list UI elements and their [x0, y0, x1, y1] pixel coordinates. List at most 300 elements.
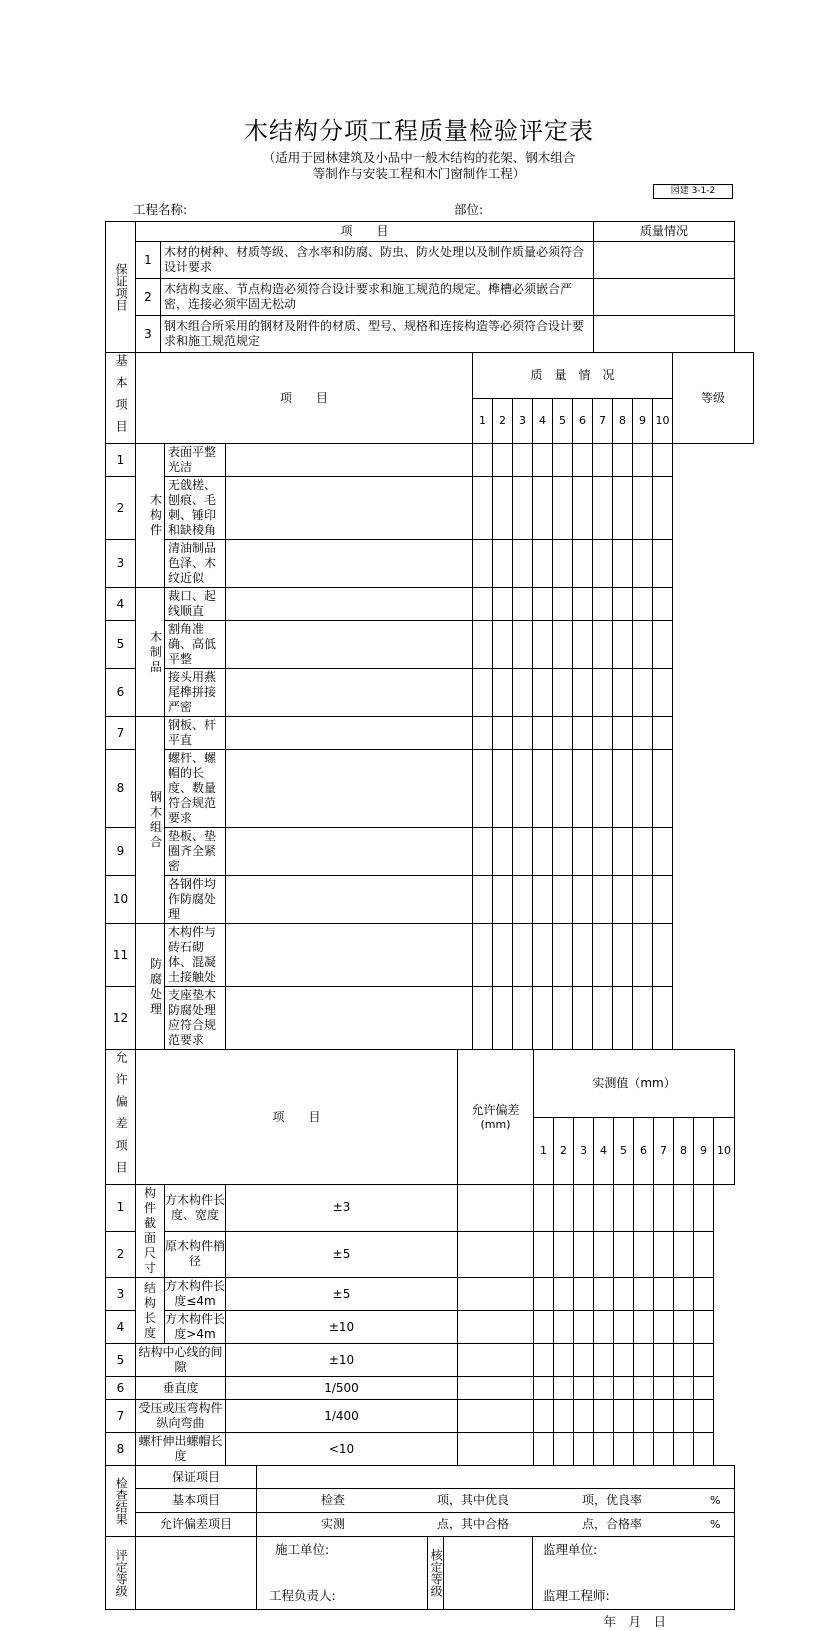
quality-check-cell[interactable] [226, 717, 473, 750]
measured-value-cell[interactable] [674, 1377, 694, 1400]
quality-check-cell[interactable] [493, 876, 513, 924]
quality-check-cell[interactable] [226, 477, 473, 540]
quality-check-cell[interactable] [533, 987, 553, 1050]
results-guarantee-value[interactable] [257, 1466, 735, 1489]
basic-header-item: 项 目 [136, 353, 473, 444]
quality-check-cell[interactable] [633, 444, 653, 477]
measured-value-cell[interactable] [534, 1344, 554, 1377]
tolerance-item-text: 方木构件长度、宽度 [165, 1185, 226, 1232]
measured-value-cell[interactable] [534, 1377, 554, 1400]
quality-check-cell[interactable] [226, 876, 473, 924]
measured-value-cell[interactable] [694, 1344, 714, 1377]
measured-value-cell[interactable] [634, 1185, 654, 1232]
quality-check-cell[interactable] [573, 669, 593, 717]
quality-col-header: 2 [493, 399, 513, 444]
quality-check-cell[interactable] [473, 750, 493, 828]
row-number: 8 [106, 1433, 136, 1466]
quality-check-cell[interactable] [533, 750, 553, 828]
quality-check-cell[interactable] [573, 540, 593, 588]
quality-check-cell[interactable] [513, 876, 533, 924]
measured-value-cell[interactable] [654, 1278, 674, 1311]
quality-check-cell[interactable] [573, 750, 593, 828]
tolerance-item-text: 螺杆伸出螺帽长度 [136, 1433, 226, 1466]
measured-value-cell[interactable] [574, 1400, 594, 1433]
construction-unit-cell[interactable] [257, 1537, 428, 1610]
row-number: 7 [106, 717, 136, 750]
basic-item-row [106, 588, 754, 621]
measured-value-cell[interactable] [594, 1400, 614, 1433]
tolerance-value: <10 [226, 1433, 458, 1466]
basic-item-text: 支座垫木防腐处理应符合规范要求 [165, 987, 226, 1050]
measured-value-cell[interactable] [594, 1185, 614, 1232]
row-number: 12 [106, 987, 136, 1050]
measured-value-cell[interactable] [574, 1311, 594, 1344]
basic-item-text: 钢板、杆平直 [165, 717, 226, 750]
tolerance-row [106, 1433, 735, 1466]
quality-check-cell[interactable] [513, 477, 533, 540]
quality-check-cell[interactable] [553, 987, 573, 1050]
measured-value-cell[interactable] [534, 1400, 554, 1433]
quality-check-cell[interactable] [493, 717, 513, 750]
measured-value-cell[interactable] [614, 1231, 634, 1278]
quality-check-cell[interactable] [573, 876, 593, 924]
basic-header-grade: 等级 [673, 353, 754, 444]
tolerance-row [106, 1185, 735, 1232]
tolerance-item-text: 方木构件长度>4m [165, 1311, 226, 1344]
tolerance-group-label: 结构长度 [136, 1278, 165, 1344]
measured-value-cell[interactable] [534, 1311, 554, 1344]
measured-value-cell[interactable] [594, 1278, 614, 1311]
quality-check-cell[interactable] [473, 588, 493, 621]
guarantee-item-text: 木材的树种、材质等级、含水率和防腐、防虫、防火处理以及制作质量必须符合设计要求 [161, 242, 594, 279]
quality-check-cell[interactable] [473, 621, 493, 669]
quality-check-cell[interactable] [593, 750, 613, 828]
quality-check-cell[interactable] [593, 540, 613, 588]
row-number: 6 [106, 1377, 136, 1400]
measured-value-cell[interactable] [594, 1311, 614, 1344]
quality-check-cell[interactable] [613, 828, 633, 876]
quality-check-cell[interactable] [226, 924, 473, 987]
measured-value-cell[interactable] [458, 1231, 534, 1278]
quality-check-cell[interactable] [513, 828, 533, 876]
quality-check-cell[interactable] [593, 717, 613, 750]
quality-check-cell[interactable] [533, 717, 553, 750]
measured-value-cell[interactable] [614, 1400, 634, 1433]
measured-value-cell[interactable] [554, 1185, 574, 1232]
grade-cell[interactable] [653, 717, 673, 750]
quality-check-cell[interactable] [553, 588, 573, 621]
basic-item-row [106, 924, 754, 987]
measured-value-cell[interactable] [574, 1231, 594, 1278]
quality-col-header: 9 [633, 399, 653, 444]
measured-value-cell[interactable] [594, 1231, 614, 1278]
measured-value-cell[interactable] [694, 1400, 714, 1433]
quality-check-cell[interactable] [553, 621, 573, 669]
grade-cell[interactable] [653, 750, 673, 828]
quality-check-cell[interactable] [553, 750, 573, 828]
quality-check-cell[interactable] [533, 669, 553, 717]
quality-check-cell[interactable] [473, 924, 493, 987]
quality-check-cell[interactable] [493, 669, 513, 717]
tolerance-header-measured: 实测值（mm） [534, 1050, 735, 1118]
quality-check-cell[interactable] [533, 540, 553, 588]
results-basic-value[interactable] [257, 1489, 735, 1513]
basic-items-table [105, 352, 754, 1050]
quality-check-cell[interactable] [513, 588, 533, 621]
basic-item-row [106, 750, 754, 828]
quality-check-cell[interactable] [226, 444, 473, 477]
project-name-label: 工程名称: [133, 202, 188, 217]
quality-check-cell[interactable] [633, 924, 653, 987]
tol-rate-text: 点，合格率 [582, 1517, 643, 1531]
grade-cell[interactable] [653, 828, 673, 876]
quality-check-cell[interactable] [513, 444, 533, 477]
measured-value-cell[interactable] [674, 1344, 694, 1377]
quality-check-cell[interactable] [593, 621, 613, 669]
measured-value-cell[interactable] [458, 1400, 534, 1433]
measured-value-cell[interactable] [554, 1400, 574, 1433]
measured-value-cell[interactable] [554, 1344, 574, 1377]
row-number: 11 [106, 924, 136, 987]
quality-check-cell[interactable] [593, 876, 613, 924]
quality-check-cell[interactable] [573, 924, 593, 987]
quality-check-cell[interactable] [473, 987, 493, 1050]
measured-value-cell[interactable] [674, 1311, 694, 1344]
quality-check-cell[interactable] [533, 588, 553, 621]
quality-check-cell[interactable] [613, 669, 633, 717]
measured-value-cell[interactable] [614, 1377, 634, 1400]
quality-check-cell[interactable] [553, 717, 573, 750]
quality-check-cell[interactable] [226, 588, 473, 621]
quality-check-cell[interactable] [613, 477, 633, 540]
quality-cell[interactable] [594, 279, 735, 316]
measured-col-header: 8 [674, 1117, 694, 1185]
quality-check-cell[interactable] [633, 717, 653, 750]
measured-value-cell[interactable] [594, 1433, 614, 1466]
basic-group-label: 钢木组合 [136, 717, 165, 924]
basic-excellent-text: 项，其中优良 [437, 1493, 510, 1507]
quality-check-cell[interactable] [226, 540, 473, 588]
quality-check-cell[interactable] [533, 924, 553, 987]
quality-check-cell[interactable] [573, 828, 593, 876]
quality-check-cell[interactable] [613, 717, 633, 750]
measured-value-cell[interactable] [574, 1344, 594, 1377]
tolerance-item-text: 受压或压弯构件纵向弯曲 [136, 1400, 226, 1433]
measured-col-header: 6 [634, 1117, 654, 1185]
results-tolerance-value[interactable] [257, 1513, 735, 1537]
quality-check-cell[interactable] [573, 588, 593, 621]
grade-cell[interactable] [653, 876, 673, 924]
measured-value-cell[interactable] [674, 1433, 694, 1466]
percent-sign: % [710, 1493, 721, 1507]
tolerance-header-tol: 允许偏差 (mm) [458, 1050, 534, 1185]
measured-value-cell[interactable] [534, 1231, 554, 1278]
row-number: 1 [106, 444, 136, 477]
measured-value-cell[interactable] [694, 1433, 714, 1466]
quality-check-cell[interactable] [573, 987, 593, 1050]
tolerance-item-text: 方木构件长度≤4m [165, 1278, 226, 1311]
quality-check-cell[interactable] [553, 828, 573, 876]
quality-check-cell[interactable] [513, 750, 533, 828]
basic-item-row [106, 717, 754, 750]
quality-check-cell[interactable] [593, 924, 613, 987]
quality-check-cell[interactable] [513, 717, 533, 750]
grade-cell[interactable] [653, 621, 673, 669]
measured-value-cell[interactable] [534, 1278, 554, 1311]
measured-value-cell[interactable] [458, 1377, 534, 1400]
measured-value-cell[interactable] [614, 1433, 634, 1466]
grade-cell[interactable] [653, 588, 673, 621]
quality-check-cell[interactable] [633, 987, 653, 1050]
quality-check-cell[interactable] [633, 477, 653, 540]
quality-check-cell[interactable] [593, 987, 613, 1050]
quality-check-cell[interactable] [513, 621, 533, 669]
quality-cell[interactable] [594, 316, 735, 353]
measured-value-cell[interactable] [674, 1278, 694, 1311]
supervisor-label: 监理工程师: [543, 1588, 610, 1604]
measured-value-cell[interactable] [614, 1311, 634, 1344]
quality-check-cell[interactable] [473, 717, 493, 750]
measured-col-header: 3 [574, 1117, 594, 1185]
quality-check-cell[interactable] [226, 669, 473, 717]
date-label: 年 月 日 [603, 1614, 666, 1629]
quality-check-cell[interactable] [493, 588, 513, 621]
quality-check-cell[interactable] [473, 477, 493, 540]
quality-check-cell[interactable] [513, 540, 533, 588]
quality-check-cell[interactable] [553, 477, 573, 540]
quality-check-cell[interactable] [226, 750, 473, 828]
measured-value-cell[interactable] [534, 1185, 554, 1232]
measured-value-cell[interactable] [554, 1311, 574, 1344]
quality-check-cell[interactable] [593, 444, 613, 477]
form-title: 木结构分项工程质量检验评定表 [244, 117, 594, 145]
basic-group-label: 木构件 [136, 444, 165, 588]
results-guarantee-label: 保证项目 [136, 1466, 257, 1489]
quality-check-cell[interactable] [493, 540, 513, 588]
grade-cell[interactable] [653, 924, 673, 987]
quality-check-cell[interactable] [513, 669, 533, 717]
row-number: 8 [106, 750, 136, 828]
quality-check-cell[interactable] [593, 828, 613, 876]
basic-item-row [106, 540, 754, 588]
measured-value-cell[interactable] [534, 1433, 554, 1466]
measured-value-cell[interactable] [458, 1278, 534, 1311]
quality-check-cell[interactable] [633, 876, 653, 924]
grade-cell[interactable] [653, 540, 673, 588]
quality-check-cell[interactable] [493, 621, 513, 669]
measured-value-cell[interactable] [654, 1311, 674, 1344]
measured-value-cell[interactable] [634, 1400, 654, 1433]
quality-check-cell[interactable] [533, 477, 553, 540]
results-table [105, 1465, 735, 1537]
quality-check-cell[interactable] [553, 444, 573, 477]
rating-value[interactable] [136, 1537, 257, 1610]
quality-check-cell[interactable] [553, 540, 573, 588]
tolerance-item-text: 原木构件梢径 [165, 1231, 226, 1278]
measured-value-cell[interactable] [594, 1344, 614, 1377]
quality-check-cell[interactable] [493, 924, 513, 987]
quality-check-cell[interactable] [573, 444, 593, 477]
measured-value-cell[interactable] [634, 1433, 654, 1466]
quality-check-cell[interactable] [513, 924, 533, 987]
supervision-cell[interactable] [533, 1537, 735, 1610]
guarantee-header-item: 项 目 [136, 222, 594, 242]
quality-check-cell[interactable] [613, 876, 633, 924]
row-number: 4 [106, 1311, 136, 1344]
basic-section-label: 基本项目 [106, 353, 136, 444]
verify-grade-label: 核定等级 [428, 1537, 444, 1610]
measured-value-cell[interactable] [458, 1311, 534, 1344]
quality-check-cell[interactable] [573, 477, 593, 540]
quality-check-cell[interactable] [613, 924, 633, 987]
tolerance-value: ±10 [226, 1311, 458, 1344]
measured-value-cell[interactable] [458, 1344, 534, 1377]
quality-check-cell[interactable] [633, 588, 653, 621]
measured-value-cell[interactable] [614, 1344, 634, 1377]
grade-cell[interactable] [653, 444, 673, 477]
measured-value-cell[interactable] [674, 1231, 694, 1278]
row-number: 3 [106, 540, 136, 588]
tolerance-value: ±10 [226, 1344, 458, 1377]
row-number: 4 [106, 588, 136, 621]
basic-item-row [106, 876, 754, 924]
quality-check-cell[interactable] [493, 444, 513, 477]
measured-value-cell[interactable] [694, 1185, 714, 1232]
quality-check-cell[interactable] [633, 621, 653, 669]
quality-check-cell[interactable] [226, 621, 473, 669]
basic-item-text: 垫板、垫圈齐全紧密 [165, 828, 226, 876]
quality-check-cell[interactable] [533, 828, 553, 876]
construction-unit-label: 施工单位: [275, 1542, 330, 1557]
measured-value-cell[interactable] [574, 1377, 594, 1400]
measured-value-cell[interactable] [694, 1278, 714, 1311]
quality-check-cell[interactable] [593, 588, 613, 621]
quality-check-cell[interactable] [533, 444, 553, 477]
quality-check-cell[interactable] [493, 477, 513, 540]
quality-check-cell[interactable] [533, 876, 553, 924]
basic-item-row [106, 621, 754, 669]
grade-cell[interactable] [653, 669, 673, 717]
quality-check-cell[interactable] [473, 876, 493, 924]
quality-check-cell[interactable] [553, 924, 573, 987]
tolerance-item-text: 垂直度 [136, 1377, 226, 1400]
quality-check-cell[interactable] [613, 588, 633, 621]
measured-col-header: 2 [554, 1117, 574, 1185]
verify-grade-value[interactable] [444, 1537, 533, 1610]
measured-value-cell[interactable] [574, 1185, 594, 1232]
basic-rate-text: 项，优良率 [582, 1493, 643, 1507]
measured-value-cell[interactable] [694, 1231, 714, 1278]
quality-check-cell[interactable] [473, 444, 493, 477]
measured-value-cell[interactable] [614, 1278, 634, 1311]
subtitle-line-1: （适用于园林建筑及小品中一般木结构的花架、钢木组合 [262, 150, 576, 165]
measured-value-cell[interactable] [674, 1400, 694, 1433]
measured-value-cell[interactable] [634, 1231, 654, 1278]
grade-cell[interactable] [653, 987, 673, 1050]
measured-value-cell[interactable] [458, 1433, 534, 1466]
quality-check-cell[interactable] [573, 621, 593, 669]
measured-value-cell[interactable] [634, 1377, 654, 1400]
quality-check-cell[interactable] [493, 987, 513, 1050]
quality-check-cell[interactable] [593, 477, 613, 540]
quality-check-cell[interactable] [633, 540, 653, 588]
measured-value-cell[interactable] [694, 1377, 714, 1400]
guarantee-item-text: 钢木组合所采用的钢材及附件的材质、型号、规格和连接构造等必须符合设计要求和施工规范规定 [161, 316, 594, 353]
quality-col-header: 4 [533, 399, 553, 444]
row-number: 9 [106, 828, 136, 876]
measured-value-cell[interactable] [554, 1278, 574, 1311]
grade-cell[interactable] [653, 477, 673, 540]
quality-check-cell[interactable] [633, 669, 653, 717]
measured-value-cell[interactable] [574, 1433, 594, 1466]
quality-check-cell[interactable] [473, 669, 493, 717]
quality-check-cell[interactable] [613, 750, 633, 828]
quality-check-cell[interactable] [493, 750, 513, 828]
row-number: 2 [106, 477, 136, 540]
quality-cell[interactable] [594, 242, 735, 279]
measured-value-cell[interactable] [654, 1433, 674, 1466]
measured-value-cell[interactable] [654, 1185, 674, 1232]
measured-value-cell[interactable] [554, 1433, 574, 1466]
basic-item-text: 清油制品色泽、木纹近似 [165, 540, 226, 588]
quality-check-cell[interactable] [533, 621, 553, 669]
quality-check-cell[interactable] [473, 828, 493, 876]
quality-check-cell[interactable] [553, 876, 573, 924]
quality-check-cell[interactable] [633, 828, 653, 876]
quality-check-cell[interactable] [613, 621, 633, 669]
measured-value-cell[interactable] [554, 1377, 574, 1400]
quality-col-header: 7 [593, 399, 613, 444]
measured-value-cell[interactable] [634, 1311, 654, 1344]
basic-item-text: 割角准确、高低平整 [165, 621, 226, 669]
quality-check-cell[interactable] [226, 828, 473, 876]
quality-check-cell[interactable] [493, 828, 513, 876]
quality-check-cell[interactable] [613, 444, 633, 477]
quality-check-cell[interactable] [613, 987, 633, 1050]
quality-check-cell[interactable] [633, 750, 653, 828]
measured-value-cell[interactable] [654, 1344, 674, 1377]
measured-value-cell[interactable] [594, 1377, 614, 1400]
quality-check-cell[interactable] [593, 669, 613, 717]
measured-value-cell[interactable] [634, 1344, 654, 1377]
basic-item-text: 表面平整光洁 [165, 444, 226, 477]
quality-check-cell[interactable] [473, 540, 493, 588]
quality-check-cell[interactable] [613, 540, 633, 588]
measured-value-cell[interactable] [574, 1278, 594, 1311]
quality-check-cell[interactable] [513, 987, 533, 1050]
row-number: 5 [106, 1344, 136, 1377]
date-row [0, 1613, 733, 1631]
quality-check-cell[interactable] [573, 717, 593, 750]
tolerance-value: 1/500 [226, 1377, 458, 1400]
basic-item-row [106, 828, 754, 876]
measured-value-cell[interactable] [458, 1185, 534, 1232]
measured-value-cell[interactable] [654, 1231, 674, 1278]
measured-value-cell[interactable] [654, 1400, 674, 1433]
measured-value-cell[interactable] [634, 1278, 654, 1311]
measured-value-cell[interactable] [654, 1377, 674, 1400]
measured-value-cell[interactable] [554, 1231, 574, 1278]
measured-value-cell[interactable] [614, 1185, 634, 1232]
basic-item-text: 各钢件均作防腐处理 [165, 876, 226, 924]
measured-col-header: 1 [534, 1117, 554, 1185]
tolerance-header-item: 项 目 [136, 1050, 458, 1185]
basic-item-text: 裁口、起线顺直 [165, 588, 226, 621]
measured-value-cell[interactable] [674, 1185, 694, 1232]
measured-value-cell[interactable] [694, 1311, 714, 1344]
quality-check-cell[interactable] [226, 987, 473, 1050]
quality-check-cell[interactable] [553, 669, 573, 717]
